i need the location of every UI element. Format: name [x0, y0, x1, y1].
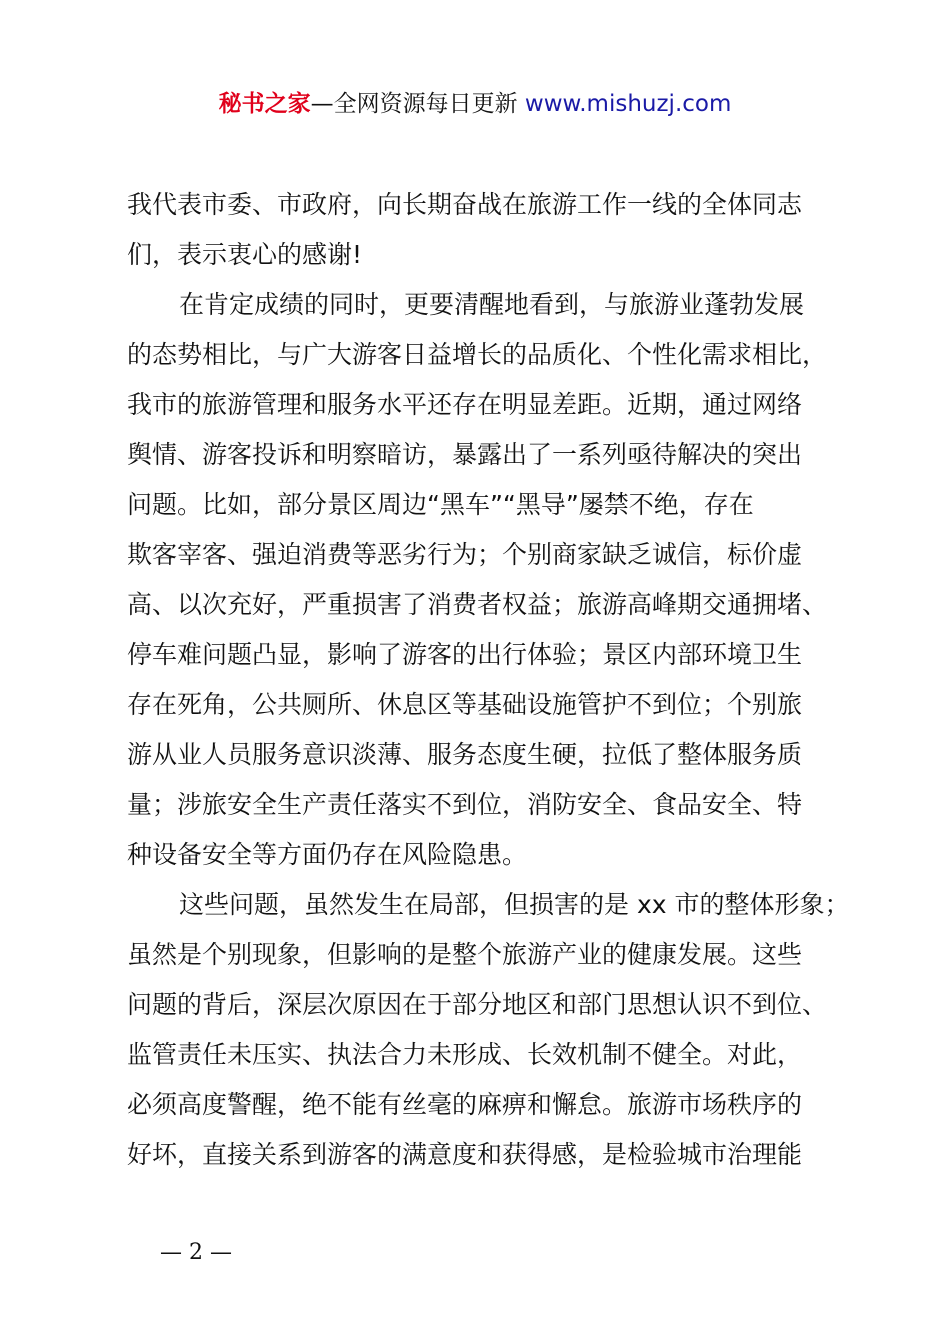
text-line: 问题的背后，深层次原因在于部分地区和部门思想认识不到位、 — [127, 990, 828, 1019]
text-line: 量；涉旅安全生产责任落实不到位，消防安全、食品安全、特 — [127, 790, 803, 819]
text-line: 们，表示衷心的感谢! — [127, 240, 363, 269]
text-line: 欺客宰客、强迫消费等恶劣行为；个别商家缺乏诚信，标价虚 — [127, 540, 803, 569]
text-line: 虽然是个别现象，但影响的是整个旅游产业的健康发展。这些 — [127, 940, 803, 969]
text-line: 游从业人员服务意识淡薄、服务态度生硬，拉低了整体服务质 — [127, 740, 803, 769]
site-header — [0, 88, 950, 120]
text-line: 舆情、游客投诉和明察暗访，暴露出了一系列亟待解决的突出 — [127, 440, 803, 469]
page-number: — 2 — — [160, 1240, 232, 1265]
text-line: 存在死角，公共厕所、休息区等基础设施管护不到位；个别旅 — [127, 690, 803, 719]
document-body — [127, 180, 850, 1180]
text-line: 必须高度警醒，绝不能有丝毫的麻痹和懈怠。旅游市场秩序的 — [127, 1090, 803, 1119]
text-line: 种设备安全等方面仍存在风险隐患。 — [127, 840, 528, 869]
header-tagline: —全网资源每日更新 — [310, 91, 518, 117]
paragraph-start-line: 这些问题，虽然发生在局部，但损害的是 xx 市的整体形象； — [179, 890, 850, 919]
text-line: 我代表市委、市政府，向长期奋战在旅游工作一线的全体同志 — [127, 190, 803, 219]
site-url-link[interactable]: www.mishuzj.com — [524, 91, 732, 117]
text-line: 我市的旅游管理和服务水平还存在明显差距。近期，通过网络 — [127, 390, 803, 419]
text-line: 高、以次充好，严重损害了消费者权益；旅游高峰期交通拥堵、 — [127, 590, 828, 619]
text-line: 问题。比如，部分景区周边“黑车”“黑导”屡禁不绝，存在 — [127, 490, 754, 519]
text-line: 停车难问题凸显，影响了游客的出行体验；景区内部环境卫生 — [127, 640, 803, 669]
paragraph-start-line: 在肯定成绩的同时，更要清醒地看到，与旅游业蓬勃发展 — [179, 290, 805, 319]
text-line: 的态势相比，与广大游客日益增长的品质化、个性化需求相比， — [127, 340, 828, 369]
text-line: 好坏，直接关系到游客的满意度和获得感，是检验城市治理能 — [127, 1140, 803, 1169]
brand-name: 秘书之家 — [218, 91, 311, 117]
text-line: 监管责任未压实、执法合力未形成、长效机制不健全。对此， — [127, 1040, 803, 1069]
